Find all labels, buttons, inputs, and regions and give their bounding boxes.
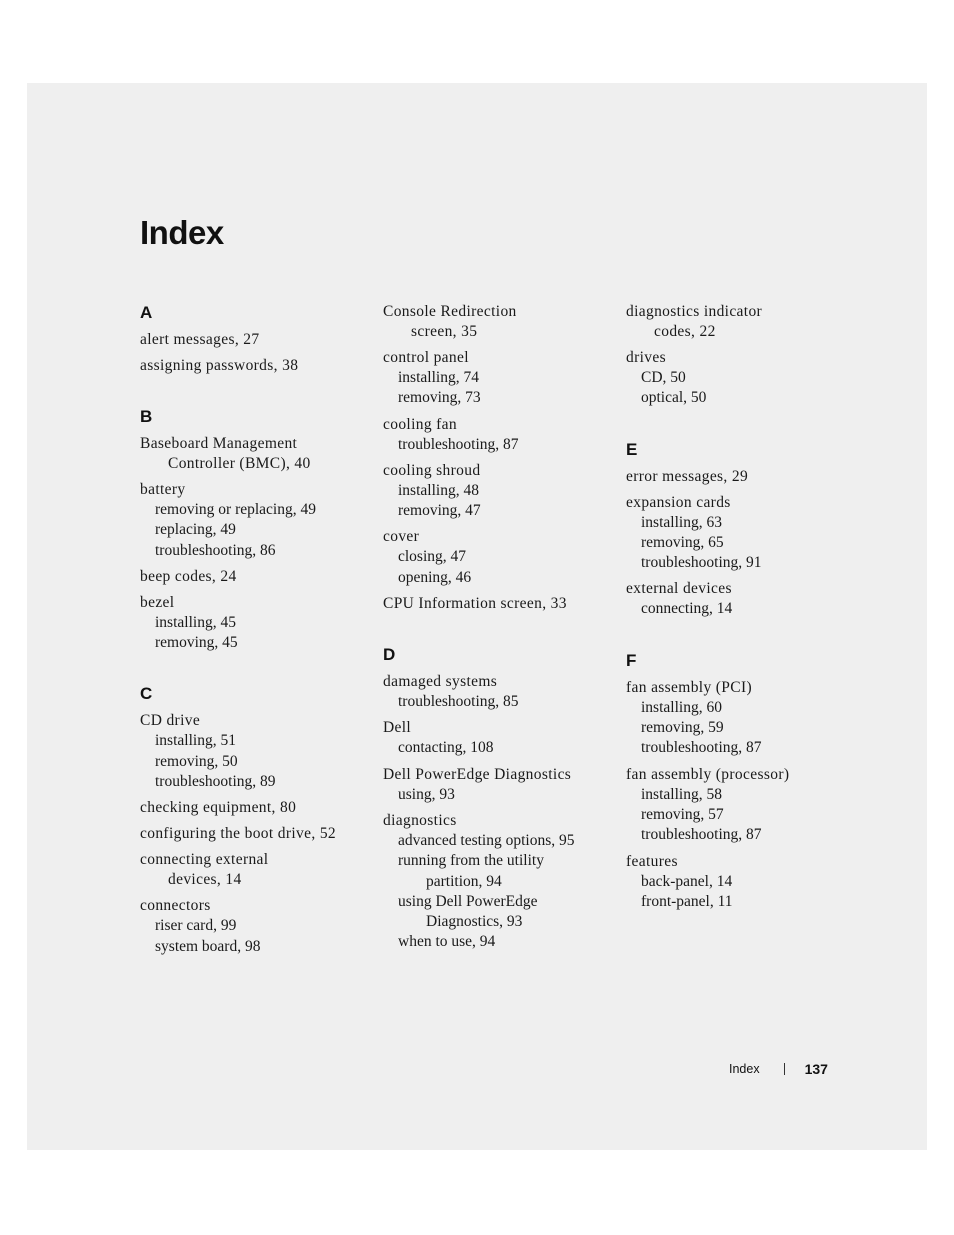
index-entry [140,824,370,844]
index-entry [626,467,856,487]
entry-term: bezel [140,593,175,611]
index-entry [383,594,613,614]
entry-term: fan assembly (PCI) [626,678,752,696]
entry-term: connecting external [140,851,269,869]
subentry: CD, 50 [641,369,686,386]
index-entry [140,850,370,890]
subentry: removing, 47 [398,502,481,520]
index-entry [383,811,613,953]
entry-term: Console Redirection [383,303,517,320]
index-column-3 [626,302,856,918]
entry-term: error messages, 29 [626,467,749,485]
index-entry [383,302,613,342]
index-entry [140,798,370,818]
section-letter: A [140,303,153,322]
subentry-continued: Diagnostics, 93 [426,913,523,931]
subentry: installing, 48 [398,481,479,499]
index-entry [140,356,370,376]
subentry: installing, 74 [398,369,479,386]
entry-term-continued: codes, 22 [654,323,716,340]
subentry: troubleshooting, 89 [155,773,276,791]
index-entry [626,852,856,913]
subentry: installing, 63 [641,513,722,531]
index-entry [140,896,370,957]
entry-term: expansion cards [626,493,731,511]
index-entry [626,302,856,342]
index-entry [140,567,370,587]
section-letter: F [626,650,637,670]
subentry: removing, 73 [398,389,481,407]
entry-term: assigning passwords, 38 [140,357,299,374]
index-entry [626,493,856,574]
entry-term-continued: devices, 14 [168,871,242,889]
entry-term: diagnostics [383,811,457,829]
subentry: troubleshooting, 86 [155,541,276,559]
footer-separator [784,1063,785,1075]
entry-term: drives [626,349,666,366]
entry-term: alert messages, 27 [140,331,260,348]
subentry: removing, 59 [641,719,724,737]
entry-term: Dell [383,719,412,737]
entry-term: Dell PowerEdge Diagnostics [383,765,572,783]
section-letter: D [383,645,396,665]
entry-term: features [626,852,678,870]
entry-term: external devices [626,580,732,598]
subentry: installing, 58 [641,785,722,803]
index-entry [383,415,613,455]
entry-term: Baseboard Management [140,435,298,452]
subentry: running from the utility [398,852,544,870]
subentry: removing, 57 [641,805,724,823]
subentry: installing, 60 [641,698,722,716]
subentry: when to use, 94 [398,933,496,951]
subentry-continued: partition, 94 [426,872,502,890]
entry-term: cooling shroud [383,461,481,479]
subentry: installing, 51 [155,732,236,750]
subentry: removing, 65 [641,533,724,551]
entry-term: configuring the boot drive, 52 [140,825,337,843]
subentry: riser card, 99 [155,917,237,935]
subentry: back-panel, 14 [641,872,733,890]
index-entry [626,348,856,409]
entry-term-continued: Controller (BMC), 40 [168,455,311,472]
index-entry [383,527,613,588]
index-column-1 [140,302,370,963]
subentry: using, 93 [398,785,455,803]
section-letter: B [140,407,153,426]
index-entry [140,711,370,792]
subentry: closing, 47 [398,548,467,566]
subentry: troubleshooting, 91 [641,554,762,572]
page-title: Index [140,214,224,251]
index-entry [626,678,856,759]
entry-term: cooling fan [383,415,458,433]
index-entry [383,672,613,712]
entry-term: CD drive [140,712,201,730]
index-entry [140,480,370,561]
page-number: 137 [804,1061,828,1077]
entry-term: damaged systems [383,673,498,691]
index-entry [626,765,856,846]
index-entry [383,348,613,409]
index-entry [383,461,613,522]
index-entry [140,330,370,350]
entry-term: diagnostics indicator [626,303,763,320]
subentry: front-panel, 11 [641,892,733,910]
subentry: connecting, 14 [641,600,733,618]
subentry: contacting, 108 [398,739,494,757]
subentry: troubleshooting, 85 [398,693,519,711]
subentry: optical, 50 [641,389,707,407]
entry-term: cover [383,528,420,546]
index-entry [140,593,370,654]
subentry: troubleshooting, 87 [398,435,519,453]
subentry: removing or replacing, 49 [155,501,316,518]
index-column-2 [383,302,613,959]
footer-label: Index [729,1062,760,1076]
index-entry [626,579,856,619]
section-letter: C [140,684,153,704]
entry-term: beep codes, 24 [140,567,237,585]
subentry: installing, 45 [155,613,236,631]
subentry: troubleshooting, 87 [641,826,762,844]
subentry: advanced testing options, 95 [398,831,575,849]
subentry: opening, 46 [398,568,472,586]
entry-term: connectors [140,897,211,915]
index-entry [383,765,613,805]
subentry: system board, 98 [155,937,261,955]
page-footer [729,1061,828,1077]
subentry: removing, 50 [155,752,238,770]
entry-term: control panel [383,349,469,366]
entry-term: checking equipment, 80 [140,799,297,817]
entry-term: CPU Information screen, 33 [383,595,567,613]
section-letter: E [626,439,638,459]
entry-term-continued: screen, 35 [411,323,478,340]
index-entry [383,718,613,758]
subentry: using Dell PowerEdge [398,892,538,910]
entry-term: battery [140,481,186,498]
subentry: replacing, 49 [155,521,236,539]
subentry: removing, 45 [155,634,238,652]
index-entry [140,434,370,474]
subentry: troubleshooting, 87 [641,739,762,757]
entry-term: fan assembly (processor) [626,765,790,783]
